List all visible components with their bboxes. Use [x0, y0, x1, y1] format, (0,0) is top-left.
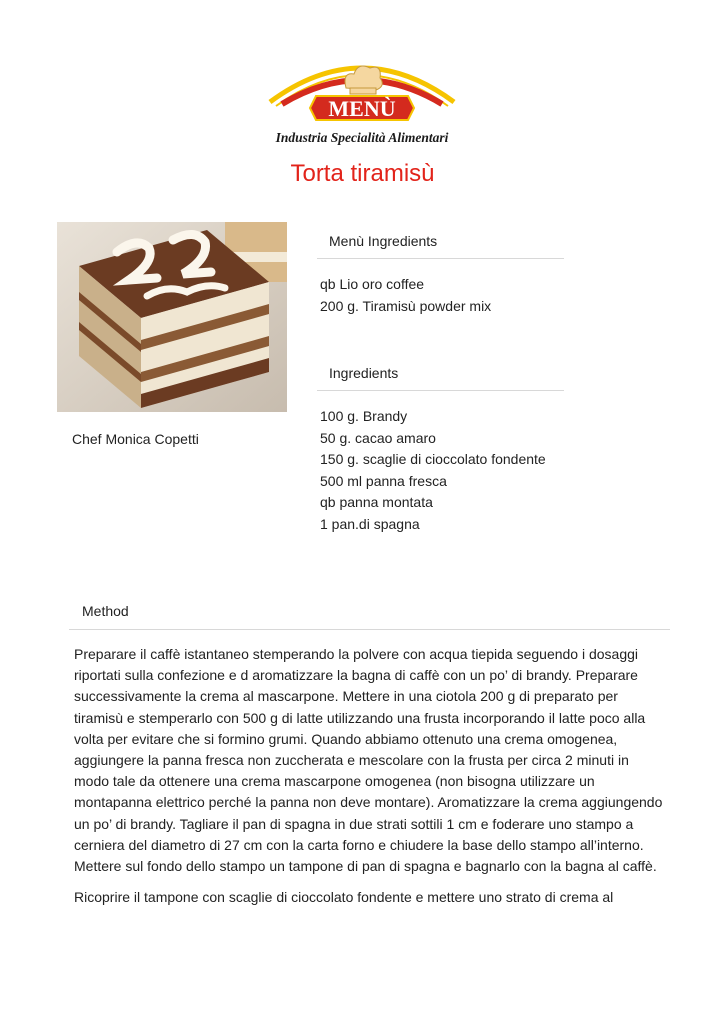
list-item: 1 pan.di spagna [320, 515, 420, 532]
list-item: 100 g. Brandy [320, 408, 408, 424]
list-item: qb Lio oro coffee [320, 276, 425, 292]
list-item: 50 g. cacao amaro [320, 429, 436, 446]
recipe-photo [57, 222, 287, 412]
recipe-title: Torta tiramisù [290, 160, 435, 187]
list-item: qb panna montata [320, 494, 433, 510]
ingredients-divider [317, 390, 564, 391]
method-divider [69, 629, 670, 630]
chef-name: Chef Monica Copetti [72, 431, 199, 447]
menu-ingredients-divider [317, 258, 564, 259]
list-item: 200 g. Tiramisù powder mix [320, 297, 492, 314]
tiramisu-photo-icon [57, 222, 287, 412]
list-item: 500 ml panna fresca [320, 472, 447, 489]
method-paragraph: Preparare il caffè istantaneo stemperando la polvere con acqua tiepida seguendo i dosaggi riportati sulla confezione e d aromatizzare la bagna di caffè con un po’ di brandy. Preparare successivamente la crema al mascarpone. Mettere in una ciotola 200 g di preparato per tiramisù e stemperarlo con 500 g di latte utilizzando una frusta incorporando il latte poco alla volta per evitare che si formino grumi. Quando abbiamo ottenuto una crema omogenea, aggiungere la panna fresca non zuccherata e mescolare con la frusta per circa 2 minuti in modo tale da ottenere una crema mascarpone omogenea (non bisogna utilizzare un montapanna elettrico perché la panna non deve montare). Aromatizzare la crema aggiungendo un po’ di brandy. Tagliare il pan di spagna in due strati sottili 1 cm e foderare uno stampo a cerniera del diametro di 27 cm con la carta forno e chiudere la base dello stampo all’interno. Mettere sul fondo dello stampo un tampone di pan di spagna e bagnarlo con la bagna al caffè. [74, 646, 663, 875]
logo-brand-text: MENÙ [328, 96, 396, 121]
ingredients-list [320, 406, 546, 535]
logo-subtitle: Industria Specialità Alimentari [275, 130, 449, 145]
method-heading: Method [82, 603, 129, 619]
ingredients-heading: Ingredients [329, 365, 399, 381]
list-item: 150 g. scaglie di cioccolato fondente [320, 451, 546, 467]
menu-ingredients-heading: Menù Ingredients [329, 233, 438, 249]
menu-ingredients-list [320, 274, 491, 317]
method-text [74, 644, 664, 918]
method-paragraph: Ricoprire il tampone con scaglie di cioccolato fondente e mettere uno strato di crema al [74, 889, 614, 906]
